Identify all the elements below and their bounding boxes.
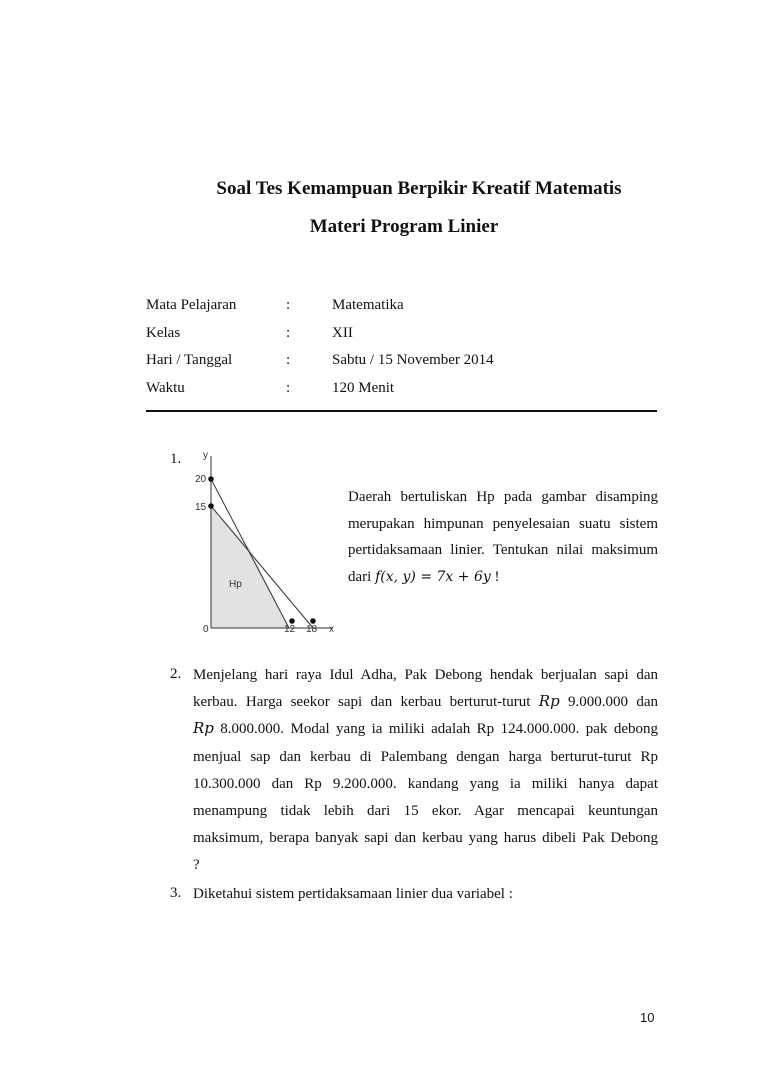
region-label: Hp (229, 579, 242, 590)
question-2-line: kerbau. Harga seekor sapi dan kerbau berturut-turut 𝑅𝑝 9.000.000 dan (193, 694, 658, 711)
origin-label: 0 (203, 624, 209, 635)
document-subtitle: Materi Program Linier (309, 216, 499, 237)
info-separator: : (286, 352, 291, 368)
question-2-line: menjual sap dan kerbau di Palembang dengan harga berturut-turut Rp (193, 748, 658, 765)
question-2-line: 𝑅𝑝 8.000.000. Modal yang ia miliki adalah Rp 124.000.000. pak debong (193, 721, 658, 738)
x-tick-18: 18 (306, 624, 318, 635)
x-tick-12: 12 (284, 624, 296, 635)
info-value: Sabtu / 15 November 2014 (332, 352, 494, 368)
question-1-suffix: ! (494, 568, 500, 585)
question-1-number: 1. (170, 451, 182, 467)
question-2-line: 10.300.000 dan Rp 9.200.000. kandang yang ia miliki hanya dapat (193, 775, 658, 792)
x-axis-label: x (329, 624, 334, 635)
info-label: Waktu (146, 380, 185, 396)
question-1-line: merupakan himpunan penyelesaian suatu sistem (348, 515, 658, 532)
info-label: Mata Pelajaran (146, 297, 237, 313)
question-1-line: Daerah bertuliskan Hp pada gambar disamping (348, 489, 658, 505)
y-tick-15: 15 (195, 502, 207, 513)
question-1-text (348, 484, 658, 590)
question-2-line: Menjelang hari raya Idul Adha, Pak Debong hendak berjualan sapi dan (193, 667, 658, 683)
info-separator: : (286, 297, 291, 313)
question-2-line: maksimum, berapa banyak sapi dan kerbau yang harus dibeli Pak Debong (193, 830, 658, 847)
info-label: Kelas (146, 325, 181, 341)
point-x18 (310, 618, 316, 624)
question-1-prefix: dari (348, 568, 372, 585)
feasible-region (211, 506, 289, 628)
question-1-line (348, 564, 658, 591)
info-label: Hari / Tanggal (146, 352, 233, 368)
question-3-number: 3. (170, 885, 182, 901)
q1-graph (188, 446, 348, 636)
question-3-text (193, 881, 658, 908)
y-tick-20: 20 (195, 474, 207, 485)
question-2-line: menampung tidak lebih dari 15 ekor. Agar mencapai keuntungan (193, 803, 658, 820)
point-x12 (289, 618, 295, 624)
y-axis-label: y (203, 450, 208, 461)
header-divider (146, 410, 657, 412)
question-2-text (193, 662, 658, 880)
document-title: Soal Tes Kemampuan Berpikir Kreatif Matematis (216, 178, 622, 199)
info-value: Matematika (332, 297, 404, 313)
info-value: 120 Menit (332, 380, 395, 396)
question-3-line: Diketahui sistem pertidaksamaan linier dua variabel : (193, 886, 513, 902)
page-number: 10 (640, 1010, 655, 1025)
question-2-number: 2. (170, 666, 182, 682)
question-2-line: ? (193, 857, 200, 874)
info-value: XII (332, 325, 353, 341)
point-y15 (208, 503, 214, 509)
info-separator: : (286, 325, 291, 341)
question-1-line: pertidaksamaan linier. Tentukan nilai maksimum (348, 542, 658, 558)
info-separator: : (286, 380, 291, 396)
point-y20 (208, 476, 214, 482)
objective-function: 𝑓(𝑥, 𝑦) = 7𝑥 + 6𝑦 (375, 568, 491, 585)
